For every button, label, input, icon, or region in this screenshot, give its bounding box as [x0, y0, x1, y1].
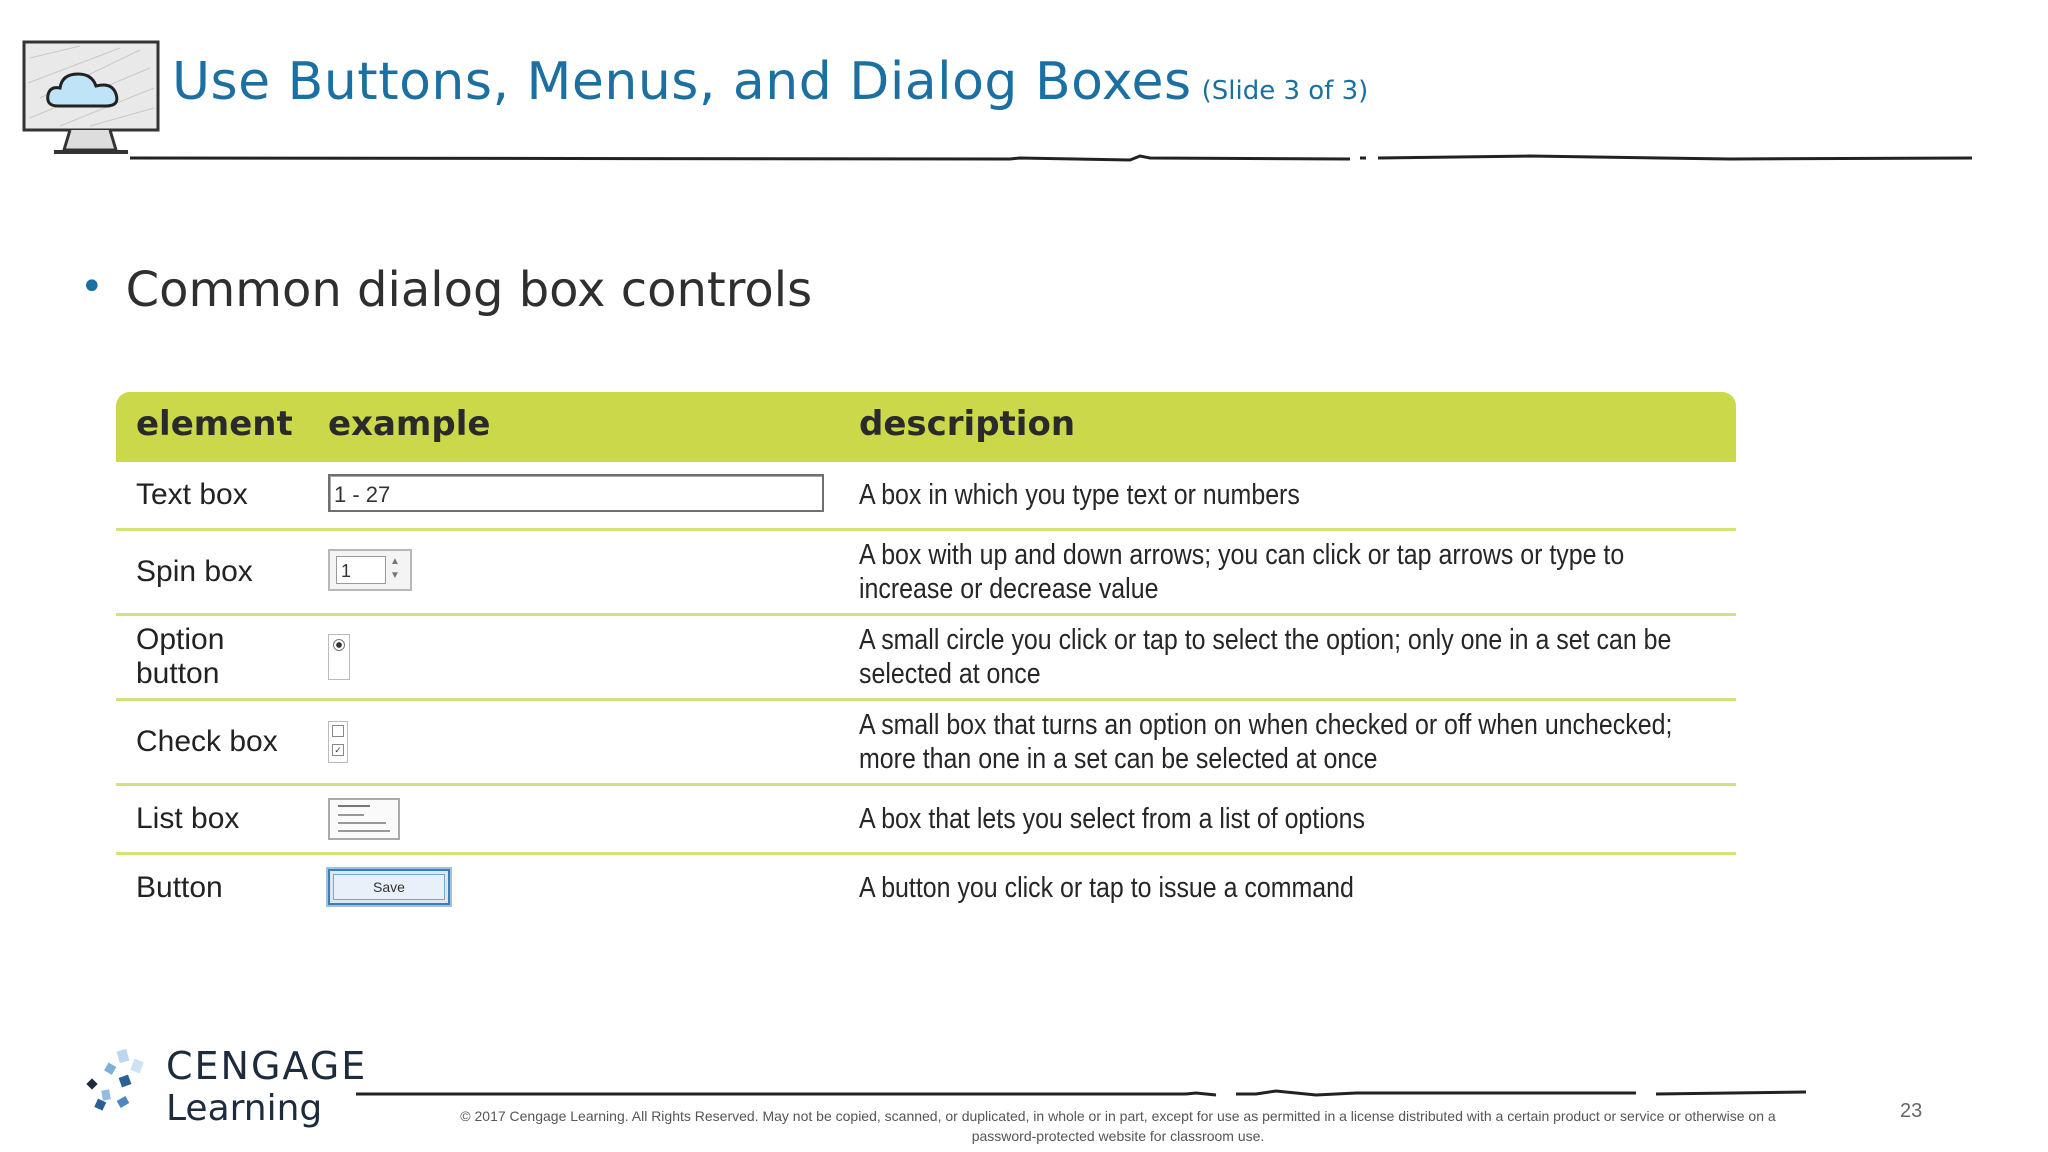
description-line: selected at once — [859, 658, 1041, 690]
example-option-button — [328, 634, 350, 680]
description: A box that lets you select from a list of options — [859, 803, 1365, 835]
title-block — [172, 52, 1368, 112]
table-row — [116, 701, 1736, 786]
description-line: more than one in a set can be selected at once — [859, 743, 1378, 775]
table-row — [116, 786, 1736, 855]
header-element: element — [136, 404, 293, 444]
table-row — [116, 855, 1736, 921]
description — [859, 623, 1672, 691]
element-label: Spin box — [136, 555, 253, 588]
element-label — [136, 623, 224, 691]
example-text-box: 1 - 27 — [328, 474, 824, 512]
description: A button you click or tap to issue a command — [859, 872, 1354, 904]
page-title: Use Buttons, Menus, and Dialog Boxes — [172, 52, 1192, 112]
page-number: 23 — [1900, 1100, 1923, 1122]
copyright-line: password-protected website for classroom use. — [971, 1128, 1265, 1144]
monitor-cloud-icon — [20, 38, 162, 158]
example-spin-box — [328, 549, 412, 591]
description — [859, 708, 1673, 776]
example-check-box — [328, 721, 348, 763]
element-label: Text box — [136, 478, 248, 511]
controls-table — [116, 392, 1736, 921]
slide-counter: (Slide 3 of 3) — [1201, 76, 1369, 106]
table-row — [116, 616, 1736, 701]
footer-divider — [356, 1086, 1806, 1100]
element-label: List box — [136, 802, 240, 835]
bullet-item — [80, 262, 812, 318]
save-button-label: Save — [333, 874, 445, 900]
table-row — [116, 462, 1736, 531]
spin-arrows-icon: ▲ ▼ — [390, 556, 400, 581]
table-row — [116, 531, 1736, 616]
table-header — [116, 392, 1736, 462]
description: A box in which you type text or numbers — [859, 479, 1300, 511]
description-line: A small circle you click or tap to select the option; only one in a set can be — [859, 624, 1672, 656]
bullet-text: Common dialog box controls — [125, 262, 813, 318]
header-description: description — [859, 404, 1076, 444]
logo-wordmark: CENGAGE — [166, 1044, 368, 1088]
title-divider — [130, 150, 1972, 166]
description — [859, 538, 1625, 606]
header-example: example — [328, 404, 491, 444]
copyright-notice — [380, 1106, 1856, 1146]
checkbox-unchecked-icon — [332, 725, 344, 737]
copyright-line: © 2017 Cengage Learning. All Rights Reserved. May not be copied, scanned, or duplicated, in whole or in part, except for use as permitted in a license distributed with a certain product or service or otherwise on a — [460, 1108, 1776, 1124]
element-label-line: Option — [136, 623, 225, 656]
description-line: A small box that turns an option on when checked or off when unchecked; — [859, 709, 1673, 741]
element-label: Check box — [136, 725, 278, 758]
logo-wordmark-sub: Learning — [166, 1088, 323, 1129]
checkbox-checked-icon: ✓ — [332, 744, 344, 756]
description-line: A box with up and down arrows; you can click or tap arrows or type to — [859, 539, 1625, 571]
radio-selected-icon — [333, 639, 345, 651]
example-save-button — [328, 869, 450, 905]
cengage-logo-icon — [80, 1046, 170, 1136]
description-line: increase or decrease value — [859, 573, 1159, 605]
spin-value: 1 — [336, 556, 386, 584]
element-label-line: button — [136, 657, 220, 690]
element-label: Button — [136, 871, 223, 904]
bullet-dot-icon: • — [80, 264, 104, 310]
example-list-box — [328, 798, 400, 840]
